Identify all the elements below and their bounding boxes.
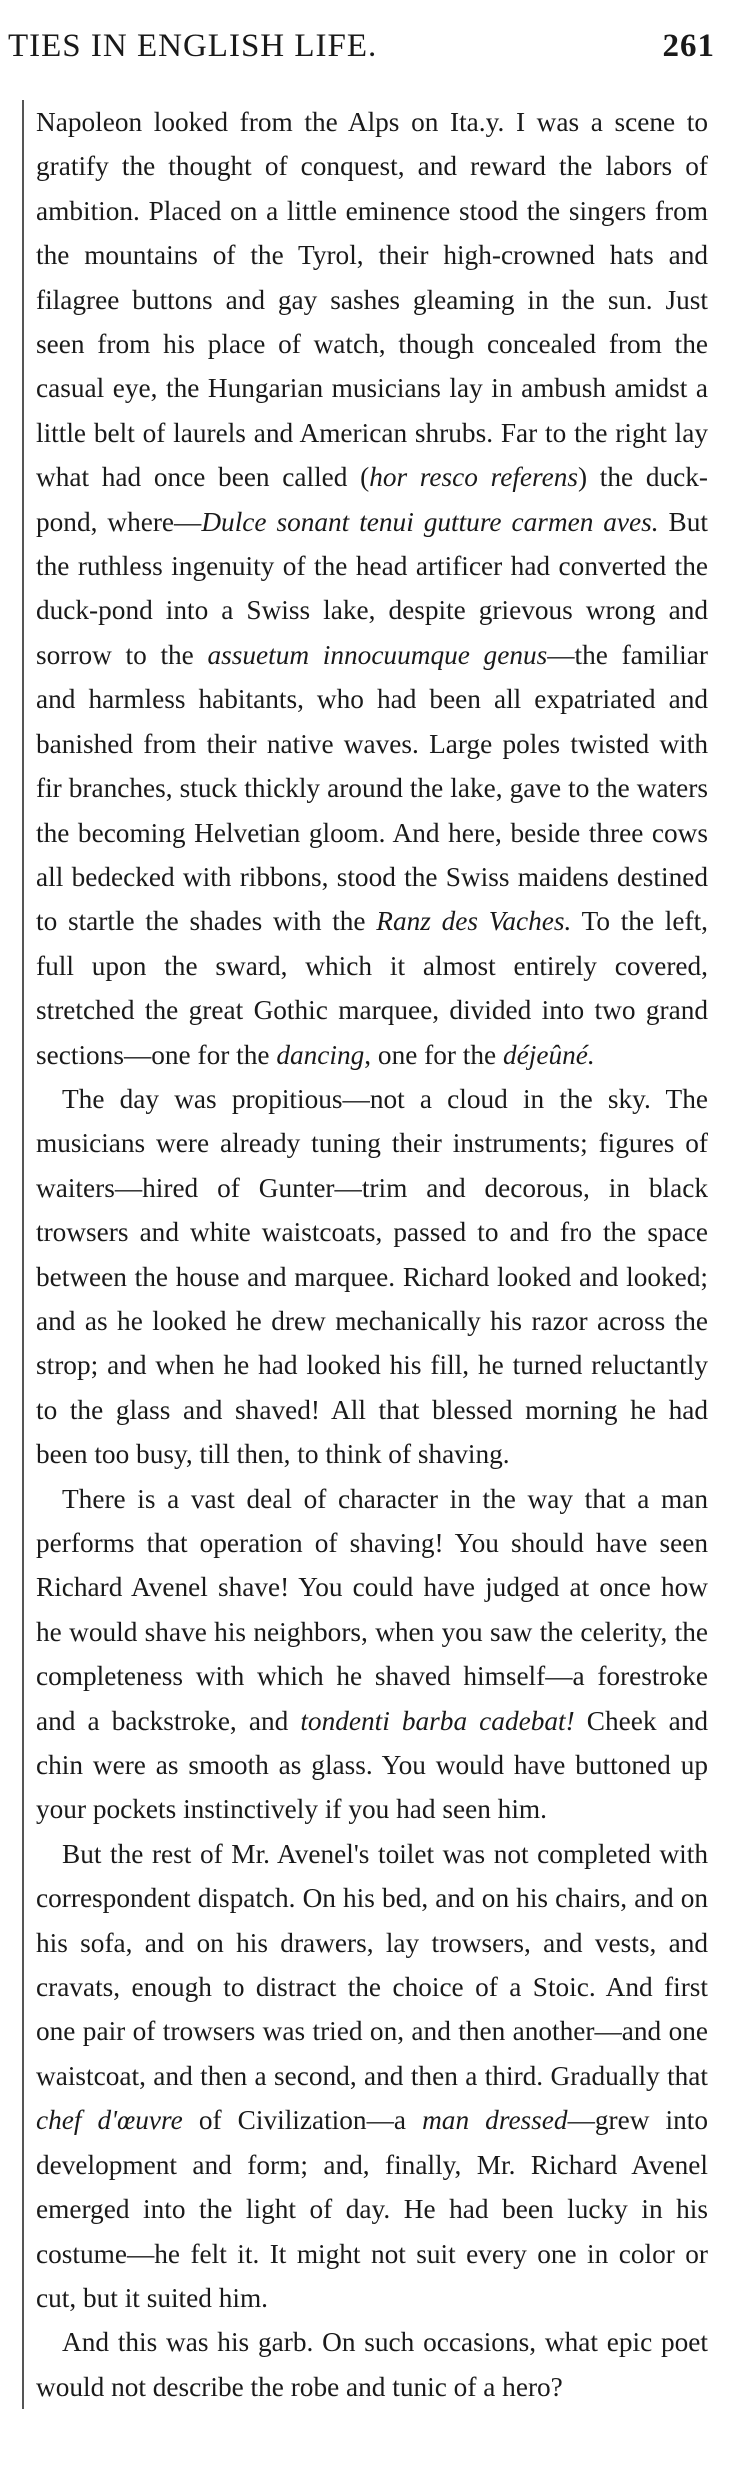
paragraph-2: The day was propitious—not a cloud in the sky. The musicians were already tuning their instruments; figures of waiters—hired of Gunter—trim and decorous, in black trowsers and white waistcoats, passed to and fro the space between the house and marquee. Richard looked and looked; and as he looked he drew mechanically his razor across the strop; and when he had looked his fill, he turned reluctantly to the glass and shaved! All that blessed morning he had been too busy, till then, to think of shaving.: [36, 1083, 708, 1470]
paragraph-4: But the rest of Mr. Avenel's toilet was not completed with correspondent dispatch. On his bed, and on his chairs, and on his sofa, and on his drawers, lay trowsers, and vests, and cravats, enough to distract the choice of a Stoic. And first one pair of trowsers was tried on, and then another—and one waistcoat, and then a second, and then a third. Gradually that chef d'œuvre of Civilization—a man dressed—grew into development and form; and, finally, Mr. Richard Avenel emerged into the light of day. He had been lucky in his costume—he felt it. It might not suit every one in color or cut, but it suited him.: [36, 1838, 709, 2313]
page-number: 261: [662, 28, 715, 64]
running-header: [8, 28, 715, 68]
paragraph-3: There is a vast deal of character in the way that a man performs that operation of shaving! You should have seen Richard Avenel shave! You could have judged at once how he would shave his neighbors, when you saw the celerity, the completeness with which he shaved himself—a forestroke and a backstroke, and tondenti barba cadebat! Cheek and chin were as smooth as glass. You would have buttoned up your pockets instinctively if you had seen him.: [36, 1483, 708, 1825]
text-column: [22, 100, 708, 2409]
running-title: TIES IN ENGLISH LIFE.: [8, 28, 378, 64]
paragraph-5: And this was his garb. On such occasions, what epic poet would not describe the robe and tunic of a hero?: [36, 2327, 708, 2402]
paragraph-1: Napoleon looked from the Alps on Ita.y. I was a scene to gratify the thought of conquest, and reward the labors of ambition. Placed on a little eminence stood the singers from the mountains of the Tyrol, their high-crowned hats and filagree buttons and gay sashes gleaming in the sun. Just seen from his place of watch, though concealed from the casual eye, the Hungarian musicians lay in ambush amidst a little belt of laurels and American shrubs. Far to the right lay what had once been called (hor resco referens) the duck-pond, where—Dulce sonant tenui gutture carmen aves. But the ruthless ingenuity of the head artificer had converted the duck-pond into a Swiss lake, despite grievous wrong and sorrow to the assuetum innocuumque genus—the familiar and harmless habitants, who had been all expatriated and banished from their native waves. Large poles twisted with fir branches, stuck thickly around the lake, gave to the waters the becoming Helvetian gloom. And here, beside three cows all bedecked with ribbons, stood the Swiss maidens destined to startle the shades with the Ranz des Vaches. To the left, full upon the sward, which it almost entirely covered, stretched the great Gothic marquee, divided into two grand sections—one for the dancing, one for the déjeûné.: [36, 107, 709, 1070]
